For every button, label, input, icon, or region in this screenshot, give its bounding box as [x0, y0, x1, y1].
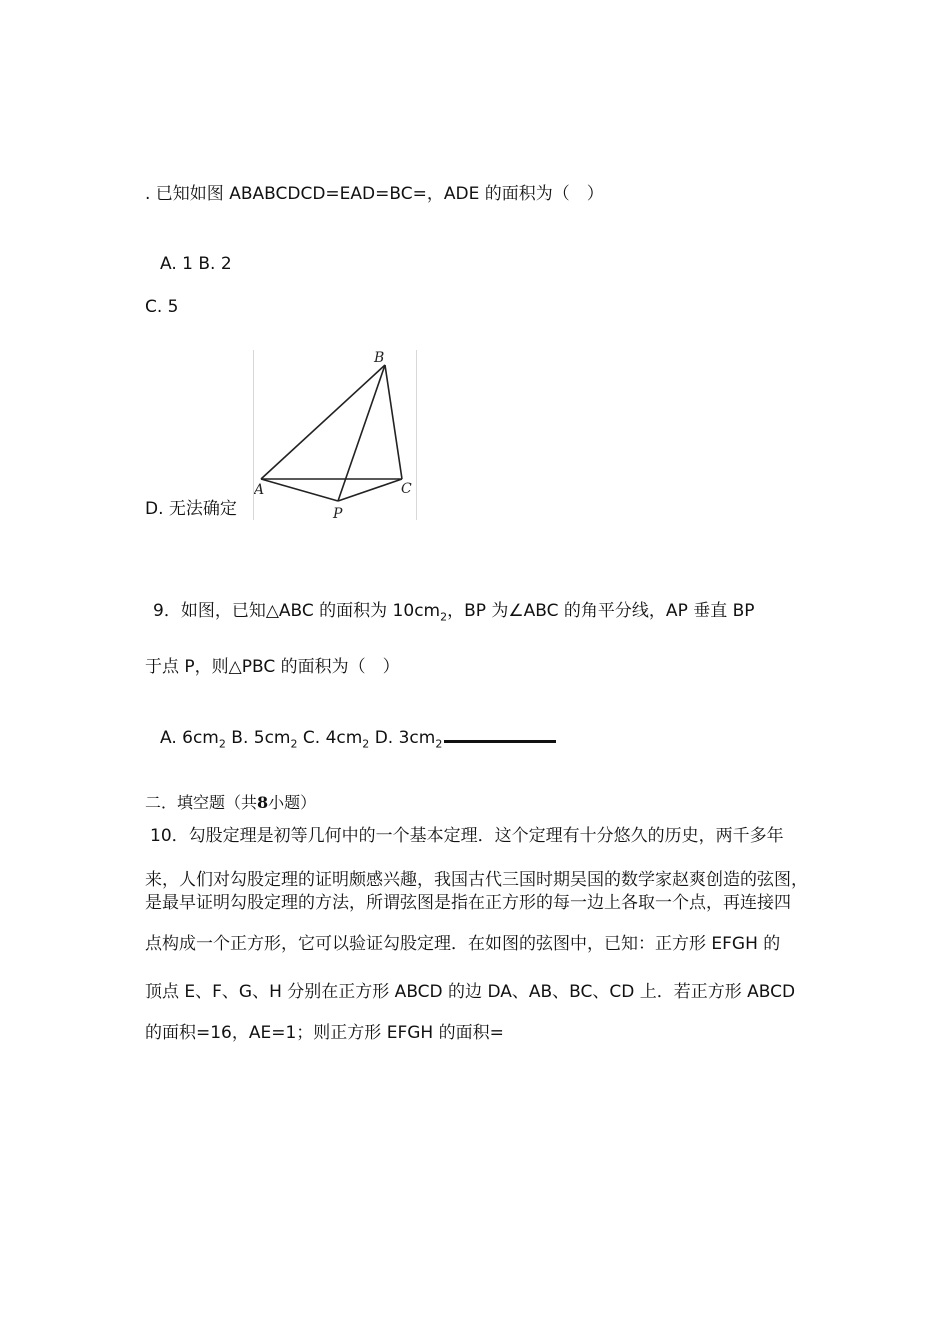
q10-line: 的面积=16，AE=1；则正方形 EFGH 的面积=: [145, 1023, 504, 1043]
segment-bc: [385, 365, 402, 479]
q10-line: 是最早证明勾股定理的方法，所谓弦图是指在正方形的每一边上各取一个点，再连接四: [145, 893, 791, 913]
segment-bp: [338, 365, 385, 501]
section-heading: 二．填空题（共8小题）: [145, 793, 317, 812]
label-a: A: [254, 482, 265, 498]
q9-options: [160, 728, 556, 750]
q10-line: 来，人们对勾股定理的证明颇感兴趣，我国古代三国时期吴国的数学家赵爽创造的弦图，: [145, 870, 808, 890]
label-p: P: [333, 506, 343, 520]
q10-line: 10．勾股定理是初等几何中的一个基本定理．这个定理有十分悠久的历史，两千多年: [150, 826, 784, 846]
q8-stem: . 已知如图 ABABCDCD=EAD=BC=，ADE 的面积为（ ）: [145, 184, 604, 204]
triangle-diagram: [254, 350, 416, 520]
q8-option-d: D. 无法确定: [145, 499, 237, 519]
q9-line1-suffix: ，BP 为∠ABC 的角平分线，AP 垂直 BP: [447, 601, 755, 621]
q9-line1-subscript: 2: [440, 610, 448, 624]
segment-pc: [338, 479, 402, 501]
triangle-figure: [253, 350, 417, 520]
q9-option-b: B. $5cm_2$: [225, 728, 298, 751]
q10-line: 顶点 E、F、G、H 分别在正方形 ABCD 的边 DA、AB、BC、CD 上．若正方形 ABCD: [145, 982, 796, 1002]
q8-option-ab: A. 1 B. 2: [160, 254, 232, 274]
segment-ap: [261, 479, 338, 501]
label-b: B: [374, 350, 385, 366]
q10-line: 点构成一个正方形，它可以验证勾股定理．在如图的弦图中，已知：正方形 EFGH 的: [145, 934, 781, 954]
section-count: 8: [257, 793, 269, 812]
answer-blank: [444, 728, 556, 743]
q9-line1: [153, 596, 755, 623]
q9-line2: 于点 P，则△PBC 的面积为（ ）: [145, 657, 400, 677]
segment-ab: [261, 365, 385, 479]
q9-line1-prefix: 9．如图，已知△ABC 的面积为 10cm: [153, 601, 441, 621]
label-c: C: [401, 481, 412, 497]
q9-option-a: A. $6cm_2$: [160, 728, 226, 751]
q9-option-d: D. $3cm_2$: [369, 728, 443, 751]
q9-option-c: C. $4cm_2$: [297, 728, 370, 751]
q8-option-c: C. 5: [145, 297, 179, 317]
